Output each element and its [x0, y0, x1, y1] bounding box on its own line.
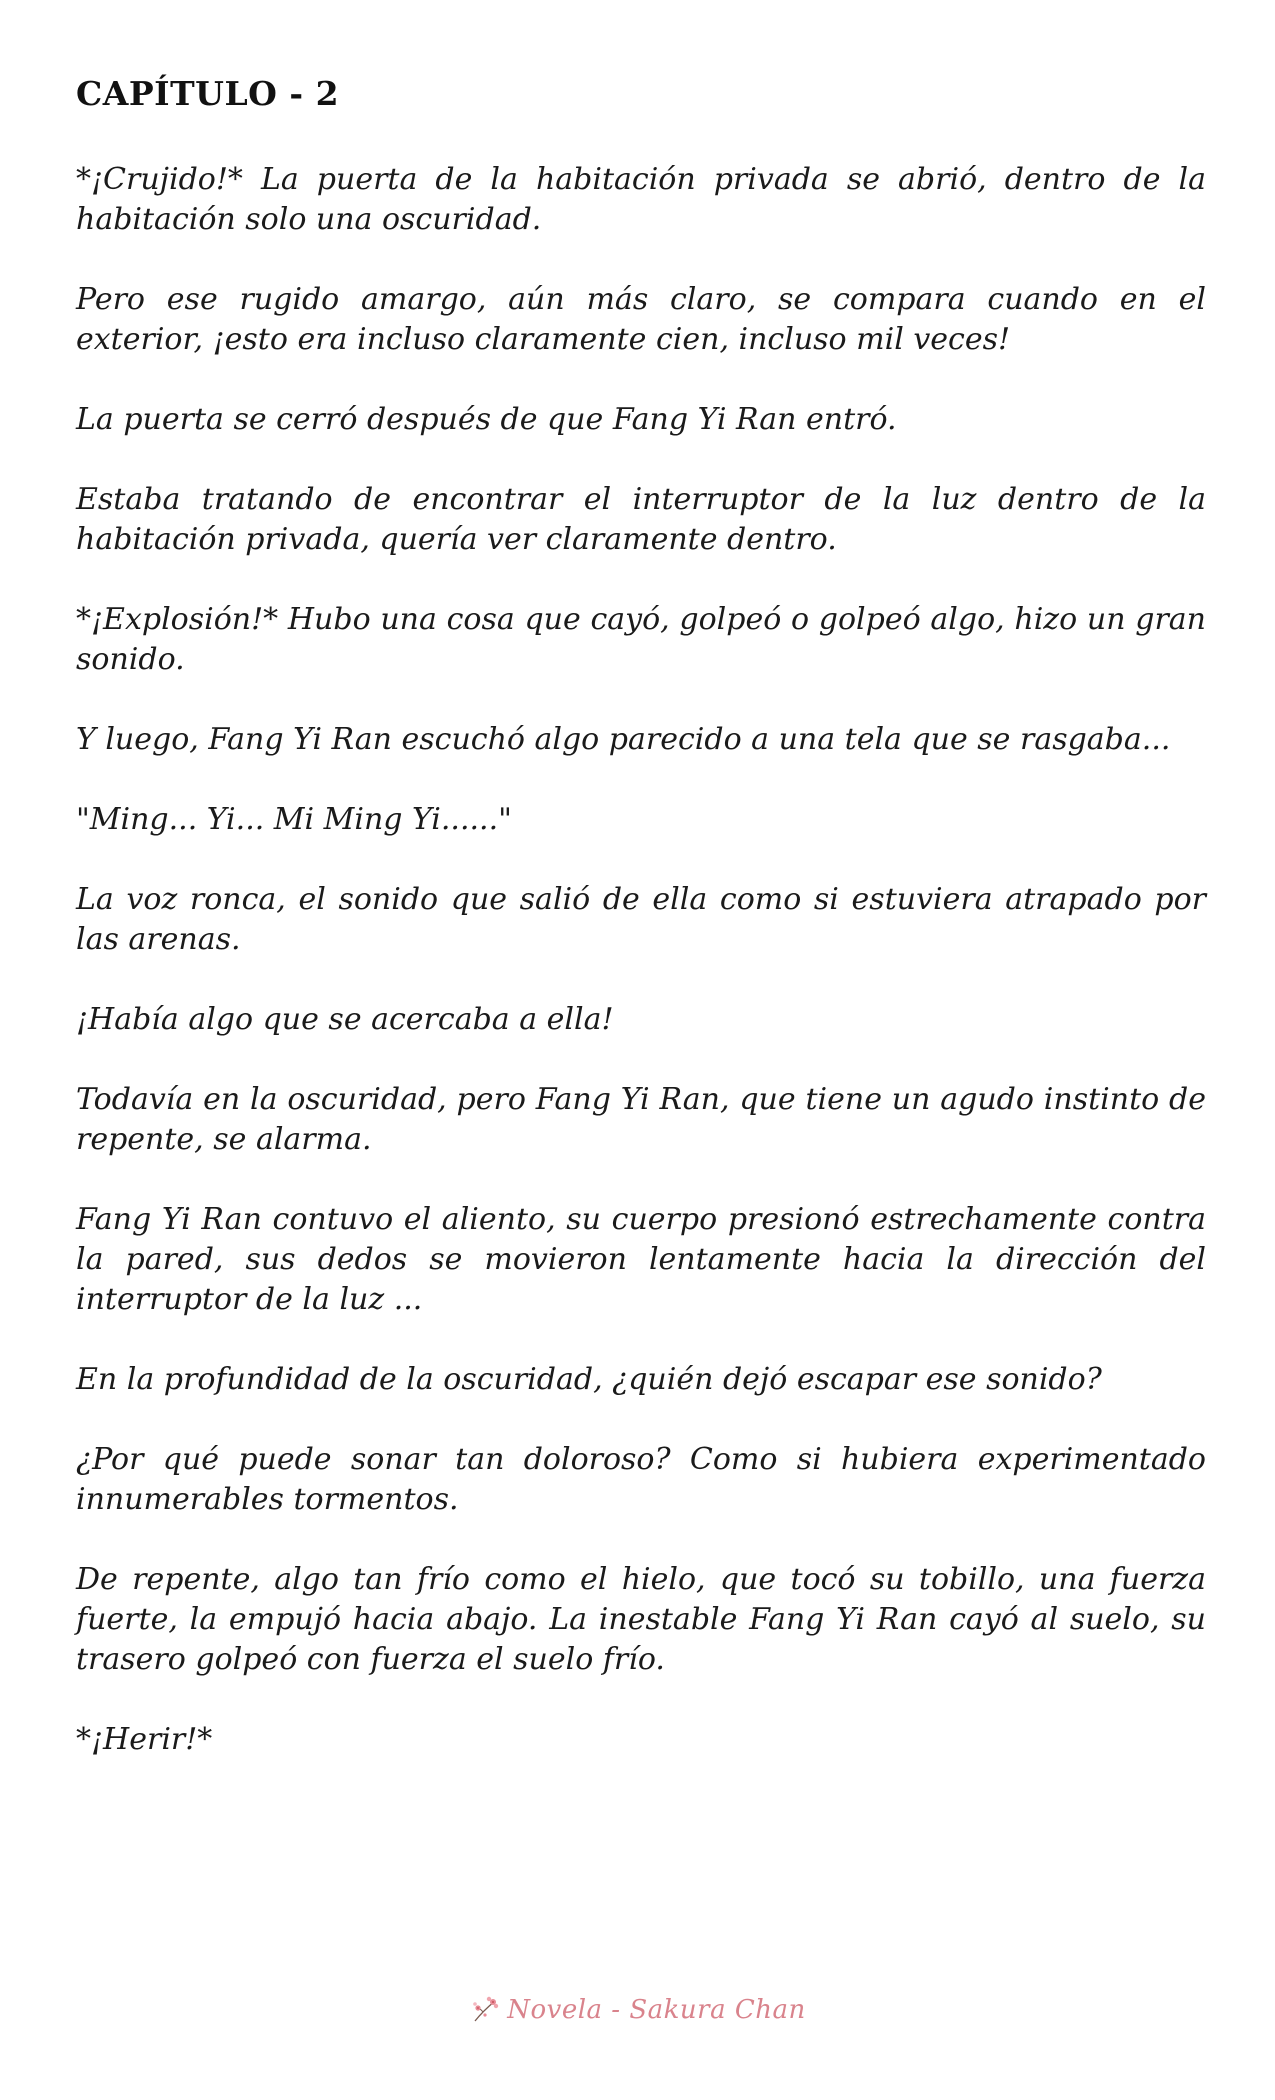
paragraph: Y luego, Fang Yi Ran escuchó algo parecido a una tela que se rasgaba... — [76, 722, 1171, 757]
paragraph: "Ming... Yi... Mi Ming Yi......" — [76, 802, 512, 837]
paragraph: ¿Por qué puede sonar tan doloroso? Como si hubiera experimentado innumerables tormentos. — [76, 1442, 1206, 1517]
paragraph: En la profundidad de la oscuridad, ¿quién dejó escapar ese sonido? — [76, 1362, 1102, 1397]
paragraph: *¡Crujido!* La puerta de la habitación privada se abrió, dentro de la habitación solo una oscuridad. — [76, 162, 1206, 237]
paragraph: Estaba tratando de encontrar el interruptor de la luz dentro de la habitación privada, quería ver claramente dentro. — [76, 482, 1206, 557]
sakura-flower-icon — [469, 1995, 501, 2025]
watermark-footer — [0, 1995, 1275, 2025]
paragraph: La puerta se cerró después de que Fang Yi Ran entró. — [76, 402, 897, 437]
paragraph: La voz ronca, el sonido que salió de ella como si estuviera atrapado por las arenas. — [76, 882, 1206, 957]
paragraph: Todavía en la oscuridad, pero Fang Yi Ran, que tiene un agudo instinto de repente, se alarma. — [76, 1082, 1206, 1157]
chapter-title: CAPÍTULO - 2 — [76, 74, 340, 113]
paragraph: Fang Yi Ran contuvo el aliento, su cuerpo presionó estrechamente contra la pared, sus dedos se movieron lentamente hacia la dirección del interruptor de la luz ... — [76, 1202, 1206, 1317]
paragraph: *¡Explosión!* Hubo una cosa que cayó, golpeó o golpeó algo, hizo un gran sonido. — [76, 602, 1206, 677]
watermark-text: Novela - Sakura Chan — [507, 1995, 806, 2025]
paragraph: ¡Había algo que se acercaba a ella! — [76, 1002, 614, 1037]
paragraph: Pero ese rugido amargo, aún más claro, se compara cuando en el exterior, ¡esto era incluso claramente cien, incluso mil veces! — [76, 282, 1206, 357]
paragraph: *¡Herir!* — [76, 1722, 213, 1757]
paragraph: De repente, algo tan frío como el hielo, que tocó su tobillo, una fuerza fuerte, la empujó hacia abajo. La inestable Fang Yi Ran cayó al suelo, su trasero golpeó con fuerza el suelo frío. — [76, 1562, 1206, 1677]
chapter-body — [76, 160, 1206, 1800]
